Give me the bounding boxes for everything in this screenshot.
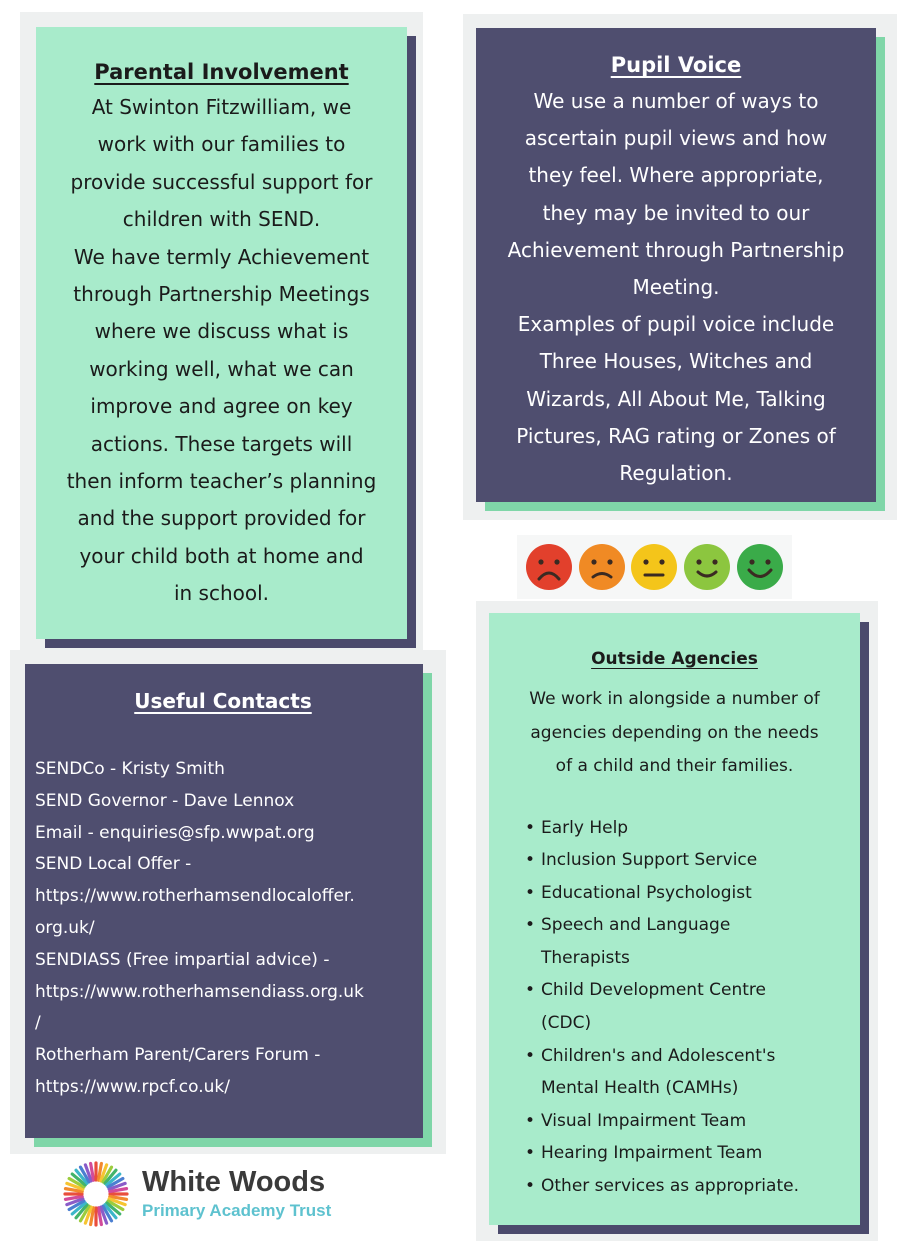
parental-line: through Partnership Meetings (73, 282, 370, 307)
useful-contacts-card (25, 664, 423, 1138)
useful-contacts-title: Useful Contacts (134, 689, 312, 713)
happy-face-icon (683, 543, 731, 591)
parental-involvement-title: Parental Involvement (94, 60, 349, 84)
parental-line: improve and agree on key (90, 394, 353, 419)
neutral-face-icon (630, 543, 678, 591)
parental-line: then inform teacher’s planning (66, 469, 377, 494)
contact-local-offer-label: SEND Local Offer - (35, 854, 192, 875)
list-item: • Visual Impairment Team (525, 1105, 848, 1138)
agencies-intro-line: of a child and their families. (555, 756, 794, 776)
pupil-voice-card (476, 28, 876, 502)
pupil-voice-line: Examples of pupil voice include (517, 312, 835, 337)
contact-local-offer-link[interactable]: org.uk/ (35, 917, 95, 938)
agencies-intro (501, 683, 848, 784)
parental-line: where we discuss what is (94, 319, 349, 344)
trust-logo (62, 1158, 362, 1228)
contact-local-offer-link[interactable]: https://www.rotherhamsendlocaloffer. (35, 886, 355, 907)
contact-governor: SEND Governor - Dave Lennox (35, 790, 295, 811)
parental-line: in school. (173, 581, 270, 606)
logo-name: White Woods (142, 1166, 326, 1198)
parental-involvement-card (36, 27, 407, 639)
list-item: • Speech and Language Therapists (525, 909, 848, 974)
contact-sendco: SENDCo - Kristy Smith (35, 759, 225, 779)
parental-line: children with SEND. (122, 207, 321, 232)
pupil-voice-line: Three Houses, Witches and (539, 349, 813, 374)
contact-sendiass-label: SENDIASS (Free impartial advice) - (35, 949, 330, 970)
contact-sendiass-link[interactable]: https://www.rotherhamsendiass.org.uk (35, 981, 364, 1002)
pupil-voice-line: ascertain pupil views and how (524, 126, 828, 151)
contacts-list (35, 754, 411, 1104)
parental-line: work with our families to (97, 132, 346, 157)
pupil-voice-line: We use a number of ways to (533, 89, 819, 113)
sad-face-icon (578, 543, 626, 591)
list-item: • Children's and Adolescent's Mental Health (CAMHs) (525, 1040, 848, 1105)
agencies-intro-line: agencies depending on the needs (530, 722, 819, 743)
sunburst-logo-icon (62, 1160, 130, 1228)
pupil-voice-line: they feel. Where appropriate, (528, 163, 824, 188)
list-item: • Inclusion Support Service (525, 844, 848, 877)
agencies-list (501, 812, 848, 1203)
mood-scale (517, 535, 792, 599)
contact-sendiass-link[interactable]: / (35, 1013, 41, 1034)
contact-email[interactable]: Email - enquiries@sfp.wwpat.org (35, 822, 315, 843)
parental-line: provide successful support for (70, 169, 373, 194)
pupil-voice-line: they may be invited to our (542, 200, 810, 225)
list-item: • Educational Psychologist (525, 877, 848, 910)
parental-line: your child both at home and (79, 543, 364, 568)
pupil-voice-line: Regulation. (619, 461, 733, 486)
pupil-voice-line: Meeting. (632, 275, 720, 300)
parental-line: At Swinton Fitzwilliam, we (91, 95, 352, 119)
parental-line: We have termly Achievement (73, 244, 370, 269)
parental-line: working well, what we can (89, 356, 354, 381)
contact-forum-link[interactable]: https://www.rpcf.co.uk/ (35, 1076, 230, 1097)
pupil-voice-line: Wizards, All About Me, Talking (526, 386, 826, 411)
contact-forum-label: Rotherham Parent/Carers Forum - (35, 1045, 321, 1066)
parental-line: actions. These targets will (90, 431, 353, 456)
very-happy-face-icon (736, 543, 784, 591)
list-item: • Early Help (525, 812, 848, 845)
list-item: • Other services as appropriate. (525, 1170, 848, 1203)
pupil-voice-line: Achievement through Partnership (507, 237, 845, 262)
agencies-intro-line: We work in alongside a number of (529, 689, 820, 709)
outside-agencies-card (489, 613, 860, 1225)
list-item: • Child Development Centre (CDC) (525, 974, 848, 1039)
very-sad-face-icon (525, 543, 573, 591)
parental-line: and the support provided for (77, 506, 366, 531)
outside-agencies-title: Outside Agencies (591, 649, 758, 669)
pupil-voice-line: Pictures, RAG rating or Zones of (516, 423, 836, 448)
logo-subtitle: Primary Academy Trust (142, 1201, 332, 1220)
list-item: • Hearing Impairment Team (525, 1137, 848, 1170)
pupil-voice-title: Pupil Voice (610, 53, 742, 77)
